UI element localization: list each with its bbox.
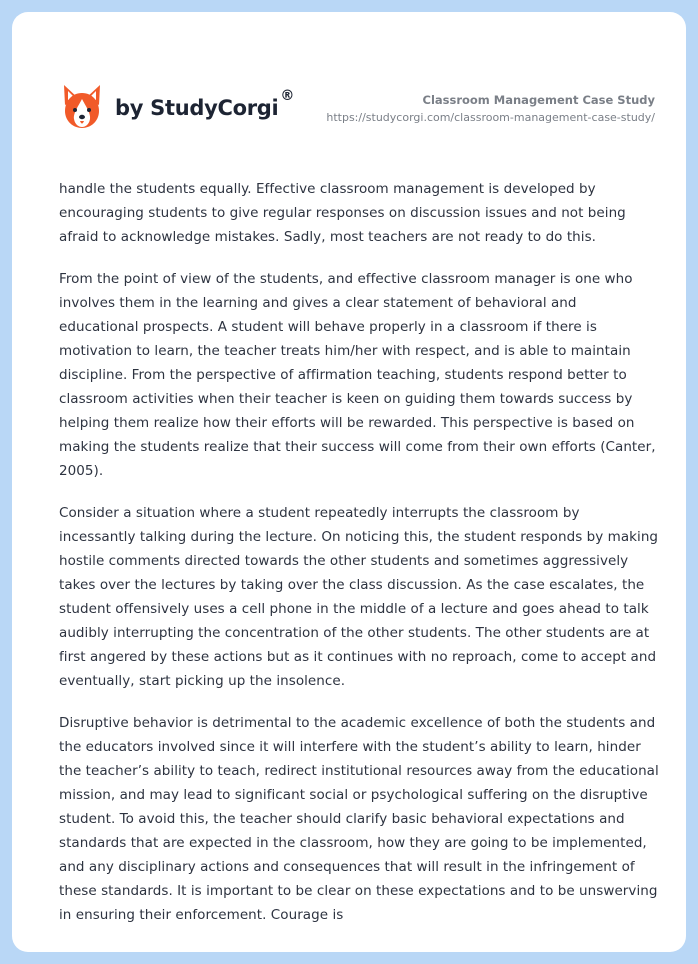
- document-page: [12, 12, 686, 952]
- document-url[interactable]: https://studycorgi.com/classroom-management-case-study/: [326, 111, 655, 124]
- paragraph: From the point of view of the students, and effective classroom manager is one who involves them in the learning and gives a clear statement of behavioral and educational prospects. A student will behave properly in a classroom if there is motivation to learn, the teacher treats him/her with respect, and is able to maintain discipline. From the perspective of affirmation teaching, students respond better to classroom activities when their teacher is keen on guiding them towards success by helping them realize how their efforts will be rewarded. This perspective is based on making the students realize that their success will come from their own efforts (Canter, 2005).: [59, 271, 656, 479]
- paragraph: Disruptive behavior is detrimental to the academic excellence of both the students and the educators involved since it will interfere with the student’s ability to learn, hinder the teacher’s ability to teach, redirect institutional resources away from the educational mission, and may lead to significant social or psychological suffering on the disruptive student. To avoid this, the teacher should clarify basic behavioral expectations and standards that are expected in the classroom, how they are going to be implemented, and any disciplinary actions and consequences that will result in the infringement of these standards. It is important to be clear on these expectations and to be unswerving in ensuring their enforcement. Courage is: [59, 715, 659, 923]
- paragraph: Consider a situation where a student repeatedly interrupts the classroom by incessantly talking during the lecture. On noticing this, the student responds by making hostile comments directed towards the other students and sometimes aggressively takes over the lectures by taking over the class discussion. As the case escalates, the student offensively uses a cell phone in the middle of a lecture and goes ahead to talk audibly interrupting the concentration of the other students. The other students are at first angered by these actions but as it continues with no reproach, come to accept and eventually, start picking up the insolence.: [59, 505, 659, 689]
- document-title: Classroom Management Case Study: [422, 93, 655, 107]
- brand-text: by StudyCorgi: [115, 96, 279, 120]
- article-body: [59, 177, 659, 945]
- document-meta: [326, 92, 655, 126]
- registered-mark: ®: [280, 88, 295, 104]
- corgi-logo-icon: [61, 83, 103, 129]
- studycorgi-logo[interactable]: [61, 76, 294, 136]
- paragraph: handle the students equally. Effective classroom management is developed by encouraging students to give regular responses on discussion issues and not being afraid to acknowledge mistakes. Sadly, most teachers are not ready to do this.: [59, 181, 626, 245]
- brand-name: [115, 88, 295, 120]
